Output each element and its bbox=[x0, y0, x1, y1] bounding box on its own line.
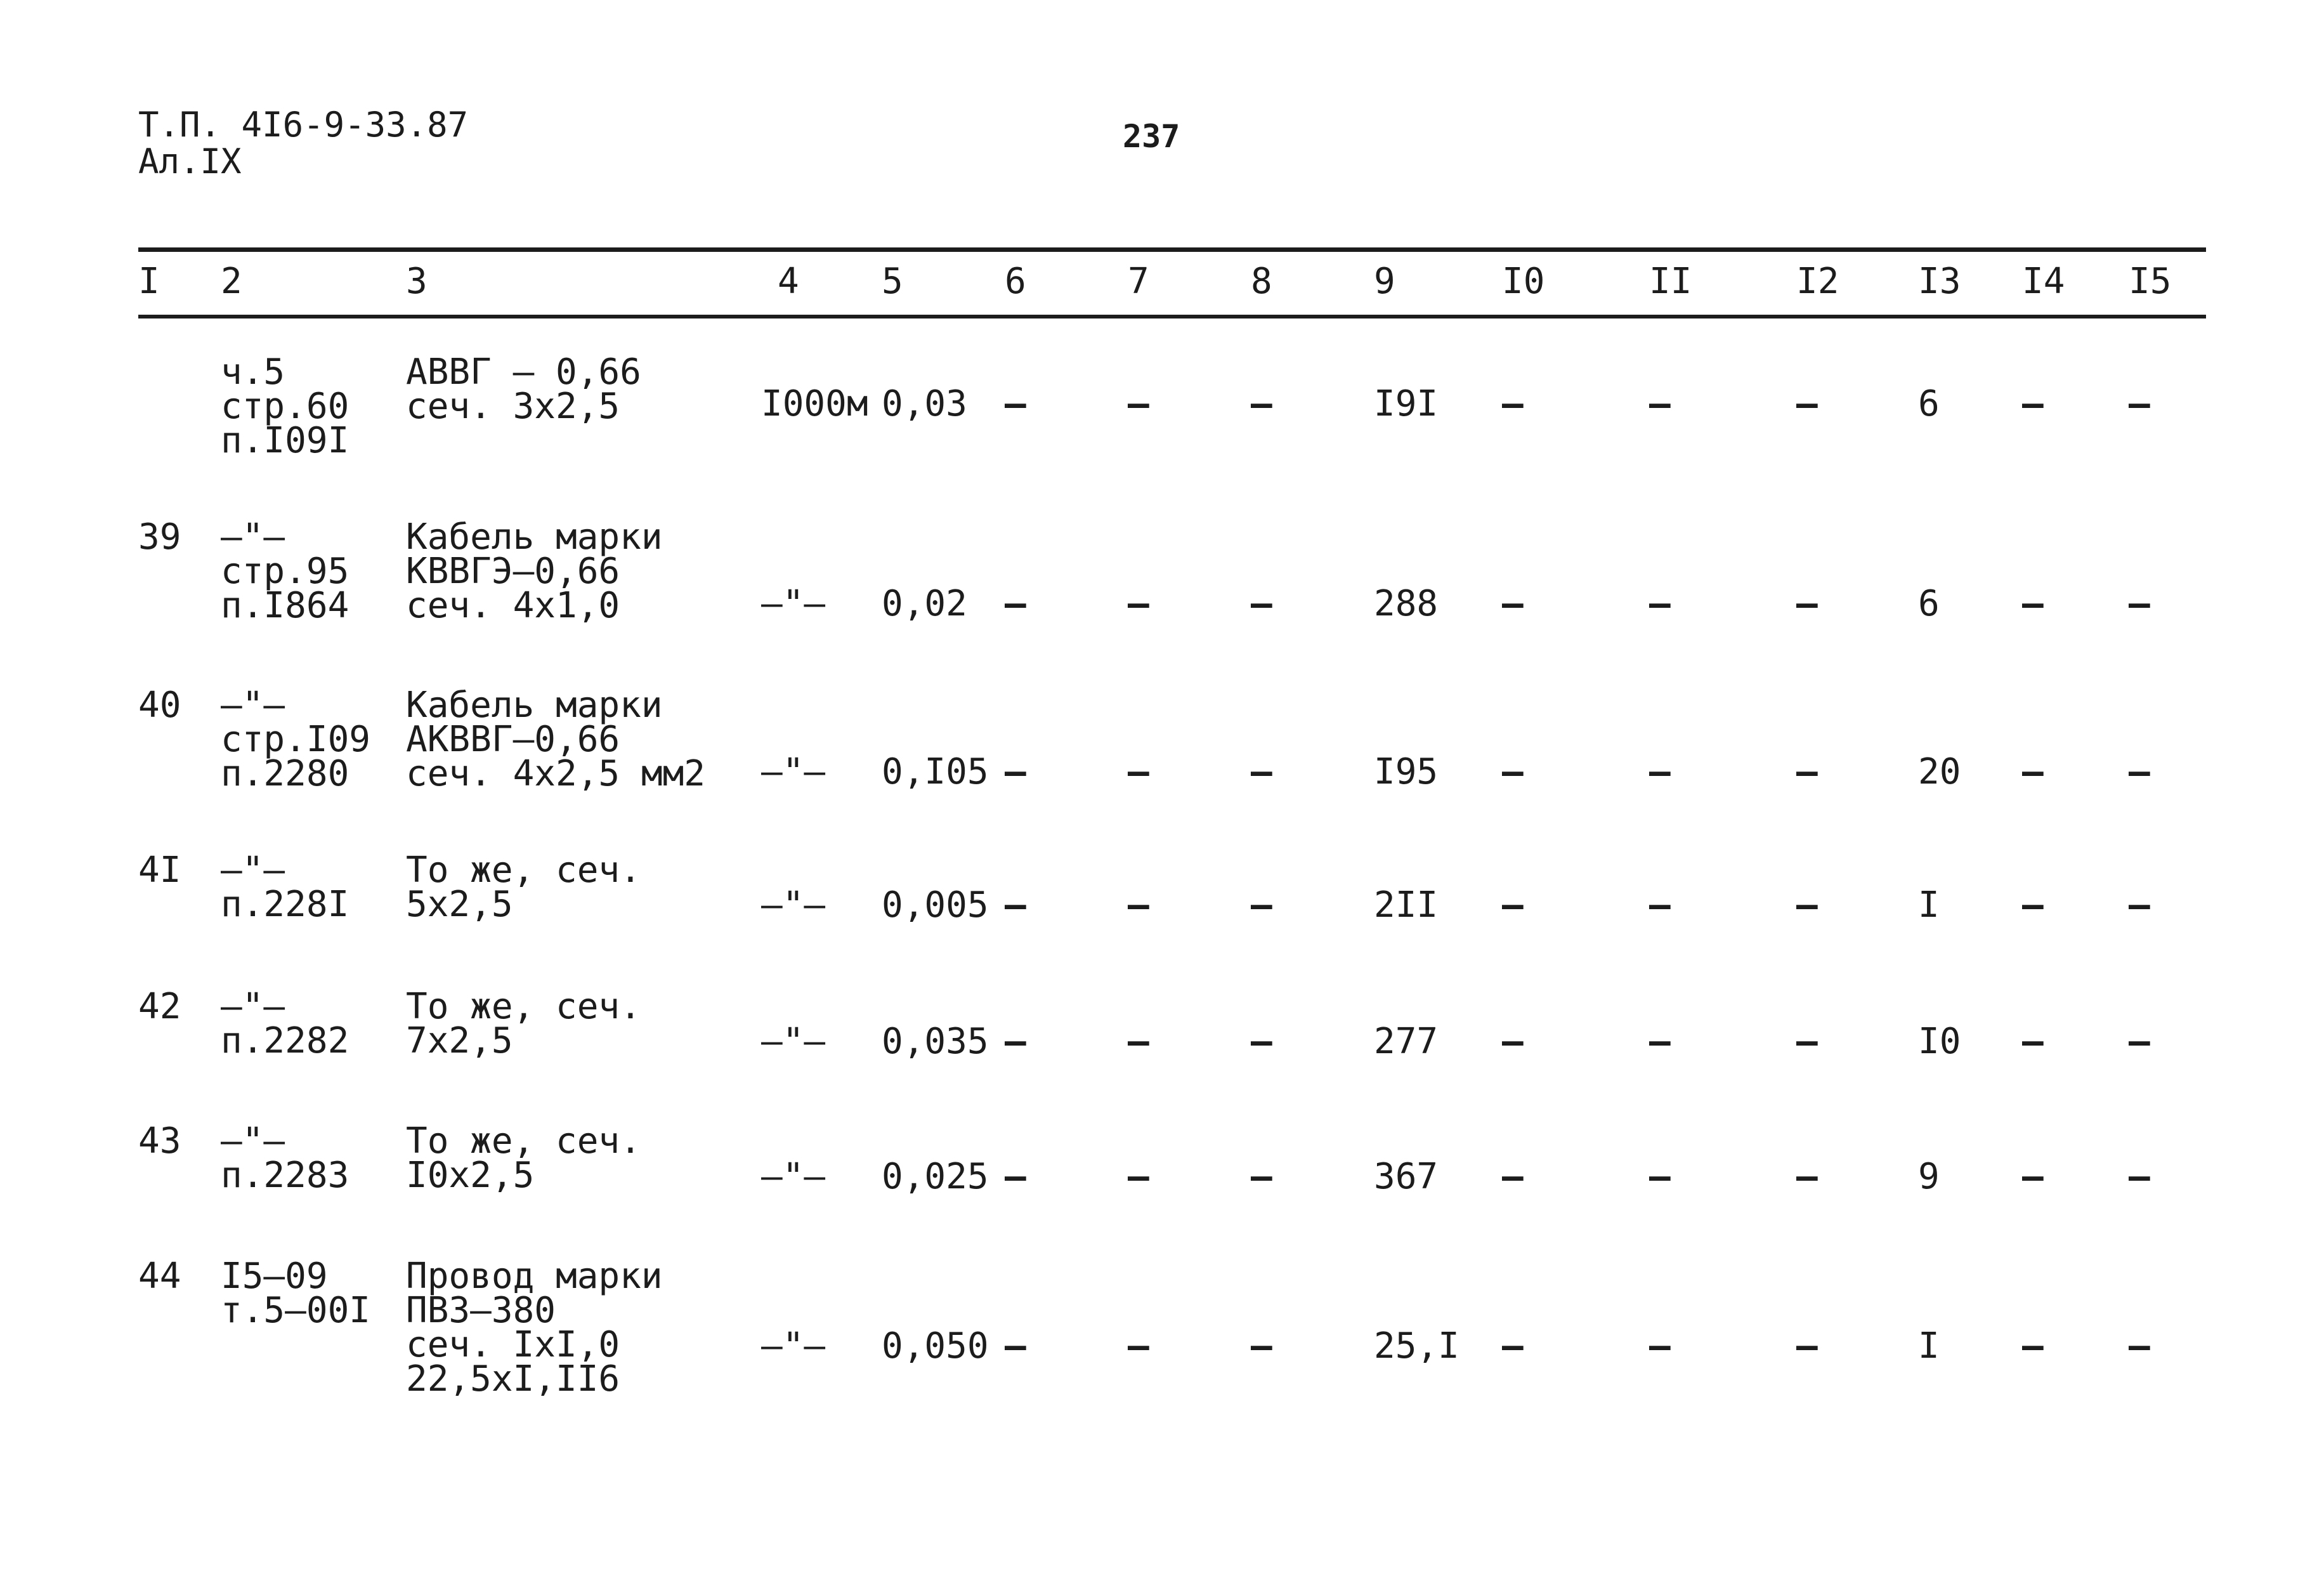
cell-reference bbox=[221, 351, 349, 461]
cell-col-9: 277 bbox=[1374, 1021, 1439, 1062]
page-number: 237 bbox=[1123, 118, 1180, 155]
column-header-13: I3 bbox=[1918, 261, 1961, 302]
reference-line: –"– bbox=[221, 685, 285, 726]
table-top-rule bbox=[138, 247, 2206, 252]
reference-line: стр.60 bbox=[221, 386, 349, 427]
cell-col-5: 0,03 bbox=[882, 383, 967, 424]
cell-col-9: 2II bbox=[1374, 884, 1439, 926]
cell-col-12: – bbox=[1796, 1021, 1818, 1062]
cell-col-13: 9 bbox=[1918, 1156, 1940, 1197]
description-line: 5х2,5 bbox=[406, 884, 513, 925]
description-line: КВВГЭ–0,66 bbox=[406, 551, 620, 592]
cell-reference bbox=[221, 685, 371, 794]
cell-col-4: –"– bbox=[761, 1156, 826, 1197]
cell-col-7: – bbox=[1128, 583, 1149, 624]
reference-line: –"– bbox=[221, 850, 285, 891]
cell-col-5: 0,005 bbox=[882, 884, 989, 926]
cell-col-9: I9I bbox=[1374, 383, 1439, 424]
cell-col-8: – bbox=[1251, 583, 1272, 624]
cell-col-6: – bbox=[1005, 383, 1026, 424]
column-header-8: 8 bbox=[1251, 261, 1272, 302]
cell-col-8: – bbox=[1251, 1156, 1272, 1197]
reference-line: т.5–00I bbox=[221, 1290, 371, 1331]
description-line: Кабель марки bbox=[406, 516, 663, 558]
cell-col-9: 367 bbox=[1374, 1156, 1439, 1197]
table-header-rule bbox=[138, 315, 2206, 318]
cell-col-13: 6 bbox=[1918, 383, 1940, 424]
cell-col-15: – bbox=[2129, 1156, 2150, 1197]
cell-col-15: – bbox=[2129, 751, 2150, 792]
column-header-10: I0 bbox=[1502, 261, 1545, 302]
cell-col-4: –"– bbox=[761, 751, 826, 792]
column-header-2: 2 bbox=[221, 261, 242, 302]
cell-col-7: – bbox=[1128, 1325, 1149, 1367]
column-header-3: 3 bbox=[406, 261, 428, 302]
cell-col-5: 0,025 bbox=[882, 1156, 989, 1197]
cell-col-5: 0,02 bbox=[882, 583, 967, 624]
reference-line: стр.I09 bbox=[221, 719, 371, 760]
cell-description bbox=[406, 850, 641, 925]
cell-col-4: –"– bbox=[761, 583, 826, 624]
reference-line: –"– bbox=[221, 986, 285, 1027]
description-line: То же, сеч. bbox=[406, 1120, 641, 1162]
description-line: 22,5хI,II6 bbox=[406, 1358, 620, 1400]
document-header bbox=[138, 107, 468, 180]
cell-col-11: – bbox=[1649, 383, 1671, 424]
cell-item-number: 43 bbox=[138, 1120, 181, 1162]
cell-col-10: – bbox=[1502, 884, 1524, 926]
description-line: I0х2,5 bbox=[406, 1155, 535, 1196]
cell-col-14: – bbox=[2022, 383, 2044, 424]
cell-description bbox=[406, 986, 641, 1061]
reference-line: п.2283 bbox=[221, 1155, 349, 1196]
cell-col-15: – bbox=[2129, 884, 2150, 926]
cell-col-10: – bbox=[1502, 583, 1524, 624]
document-album: Ал.IX bbox=[138, 141, 242, 181]
cell-col-5: 0,050 bbox=[882, 1325, 989, 1367]
cell-col-14: – bbox=[2022, 1156, 2044, 1197]
cell-col-12: – bbox=[1796, 884, 1818, 926]
cell-item-number: 44 bbox=[138, 1256, 181, 1297]
description-line: То же, сеч. bbox=[406, 986, 641, 1027]
cell-col-6: – bbox=[1005, 884, 1026, 926]
cell-col-14: – bbox=[2022, 884, 2044, 926]
cell-col-13: I0 bbox=[1918, 1021, 1961, 1062]
cell-item-number: 40 bbox=[138, 685, 181, 726]
cell-col-11: – bbox=[1649, 583, 1671, 624]
cell-col-14: – bbox=[2022, 751, 2044, 792]
cell-col-8: – bbox=[1251, 751, 1272, 792]
cell-col-9: I95 bbox=[1374, 751, 1439, 792]
cell-col-8: – bbox=[1251, 884, 1272, 926]
column-header-14: I4 bbox=[2022, 261, 2065, 302]
cell-col-10: – bbox=[1502, 751, 1524, 792]
cell-col-12: – bbox=[1796, 751, 1818, 792]
column-header-4: 4 bbox=[778, 261, 799, 302]
column-header-7: 7 bbox=[1128, 261, 1149, 302]
reference-line: п.2282 bbox=[221, 1020, 349, 1061]
column-header-12: I2 bbox=[1796, 261, 1839, 302]
cell-col-5: 0,I05 bbox=[882, 751, 989, 792]
reference-line: стр.95 bbox=[221, 551, 349, 592]
cell-col-4: –"– bbox=[761, 1325, 826, 1367]
column-header-9: 9 bbox=[1374, 261, 1395, 302]
description-line: 7х2,5 bbox=[406, 1020, 513, 1061]
description-line: Провод марки bbox=[406, 1256, 663, 1297]
column-header-5: 5 bbox=[882, 261, 903, 302]
cell-col-12: – bbox=[1796, 583, 1818, 624]
reference-line: п.I09I bbox=[221, 420, 349, 461]
cell-col-10: – bbox=[1502, 1325, 1524, 1367]
description-line: ПВЗ–380 bbox=[406, 1290, 556, 1331]
cell-col-6: – bbox=[1005, 583, 1026, 624]
cell-col-10: – bbox=[1502, 1156, 1524, 1197]
cell-col-7: – bbox=[1128, 383, 1149, 424]
description-line: То же, сеч. bbox=[406, 850, 641, 891]
cell-col-11: – bbox=[1649, 1325, 1671, 1367]
cell-col-11: – bbox=[1649, 884, 1671, 926]
cell-col-10: – bbox=[1502, 383, 1524, 424]
cell-col-13: 20 bbox=[1918, 751, 1961, 792]
cell-reference bbox=[221, 516, 349, 626]
cell-description bbox=[406, 516, 663, 626]
cell-col-4: –"– bbox=[761, 884, 826, 926]
cell-col-12: – bbox=[1796, 383, 1818, 424]
cell-col-15: – bbox=[2129, 583, 2150, 624]
cell-col-6: – bbox=[1005, 751, 1026, 792]
cell-col-13: I bbox=[1918, 1325, 1940, 1367]
column-header-11: II bbox=[1649, 261, 1692, 302]
cell-reference bbox=[221, 1256, 371, 1331]
cell-col-14: – bbox=[2022, 1021, 2044, 1062]
cell-item-number: 4I bbox=[138, 850, 181, 891]
cell-col-11: – bbox=[1649, 1021, 1671, 1062]
description-line: Кабель марки bbox=[406, 685, 663, 726]
cell-col-14: – bbox=[2022, 583, 2044, 624]
cell-col-14: – bbox=[2022, 1325, 2044, 1367]
cell-col-6: – bbox=[1005, 1156, 1026, 1197]
cell-reference bbox=[221, 1120, 349, 1196]
cell-description bbox=[406, 685, 706, 794]
cell-reference bbox=[221, 850, 349, 925]
cell-reference bbox=[221, 986, 349, 1061]
cell-description bbox=[406, 351, 641, 427]
cell-col-7: – bbox=[1128, 884, 1149, 926]
cell-col-13: 6 bbox=[1918, 583, 1940, 624]
description-line: АКВВГ–0,66 bbox=[406, 719, 620, 760]
cell-col-12: – bbox=[1796, 1156, 1818, 1197]
cell-col-11: – bbox=[1649, 751, 1671, 792]
cell-col-15: – bbox=[2129, 1325, 2150, 1367]
reference-line: ч.5 bbox=[221, 351, 285, 393]
cell-col-6: – bbox=[1005, 1021, 1026, 1062]
cell-col-7: – bbox=[1128, 1021, 1149, 1062]
cell-col-8: – bbox=[1251, 1021, 1272, 1062]
reference-line: –"– bbox=[221, 1120, 285, 1162]
reference-line: п.2280 bbox=[221, 753, 349, 794]
cell-col-7: – bbox=[1128, 751, 1149, 792]
cell-col-4: –"– bbox=[761, 1021, 826, 1062]
description-line: сеч. 4х1,0 bbox=[406, 585, 620, 626]
cell-col-4: I000м bbox=[761, 383, 868, 424]
cell-col-9: 25,I bbox=[1374, 1325, 1459, 1367]
cell-col-5: 0,035 bbox=[882, 1021, 989, 1062]
cell-col-10: – bbox=[1502, 1021, 1524, 1062]
column-header-15: I5 bbox=[2129, 261, 2172, 302]
cell-col-6: – bbox=[1005, 1325, 1026, 1367]
cell-col-11: – bbox=[1649, 1156, 1671, 1197]
cell-col-8: – bbox=[1251, 383, 1272, 424]
description-line: сеч. IхI,0 bbox=[406, 1324, 620, 1365]
cell-col-7: – bbox=[1128, 1156, 1149, 1197]
description-line: АВВГ – 0,66 bbox=[406, 351, 641, 393]
column-header-1: I bbox=[138, 261, 160, 302]
cell-col-15: – bbox=[2129, 383, 2150, 424]
description-line: сеч. 4х2,5 мм2 bbox=[406, 753, 706, 794]
cell-description bbox=[406, 1120, 641, 1196]
cell-item-number: 39 bbox=[138, 516, 181, 558]
cell-col-15: – bbox=[2129, 1021, 2150, 1062]
reference-line: п.I864 bbox=[221, 585, 349, 626]
document-code: Т.П. 4I6-9-33.87 bbox=[138, 105, 469, 145]
cell-col-12: – bbox=[1796, 1325, 1818, 1367]
cell-col-8: – bbox=[1251, 1325, 1272, 1367]
description-line: сеч. 3х2,5 bbox=[406, 386, 620, 427]
cell-col-13: I bbox=[1918, 884, 1940, 926]
reference-line: п.228I bbox=[221, 884, 349, 925]
column-header-6: 6 bbox=[1005, 261, 1026, 302]
reference-line: –"– bbox=[221, 516, 285, 558]
cell-item-number: 42 bbox=[138, 986, 181, 1027]
cell-description bbox=[406, 1256, 663, 1400]
cell-col-9: 288 bbox=[1374, 583, 1439, 624]
reference-line: I5–09 bbox=[221, 1256, 328, 1297]
